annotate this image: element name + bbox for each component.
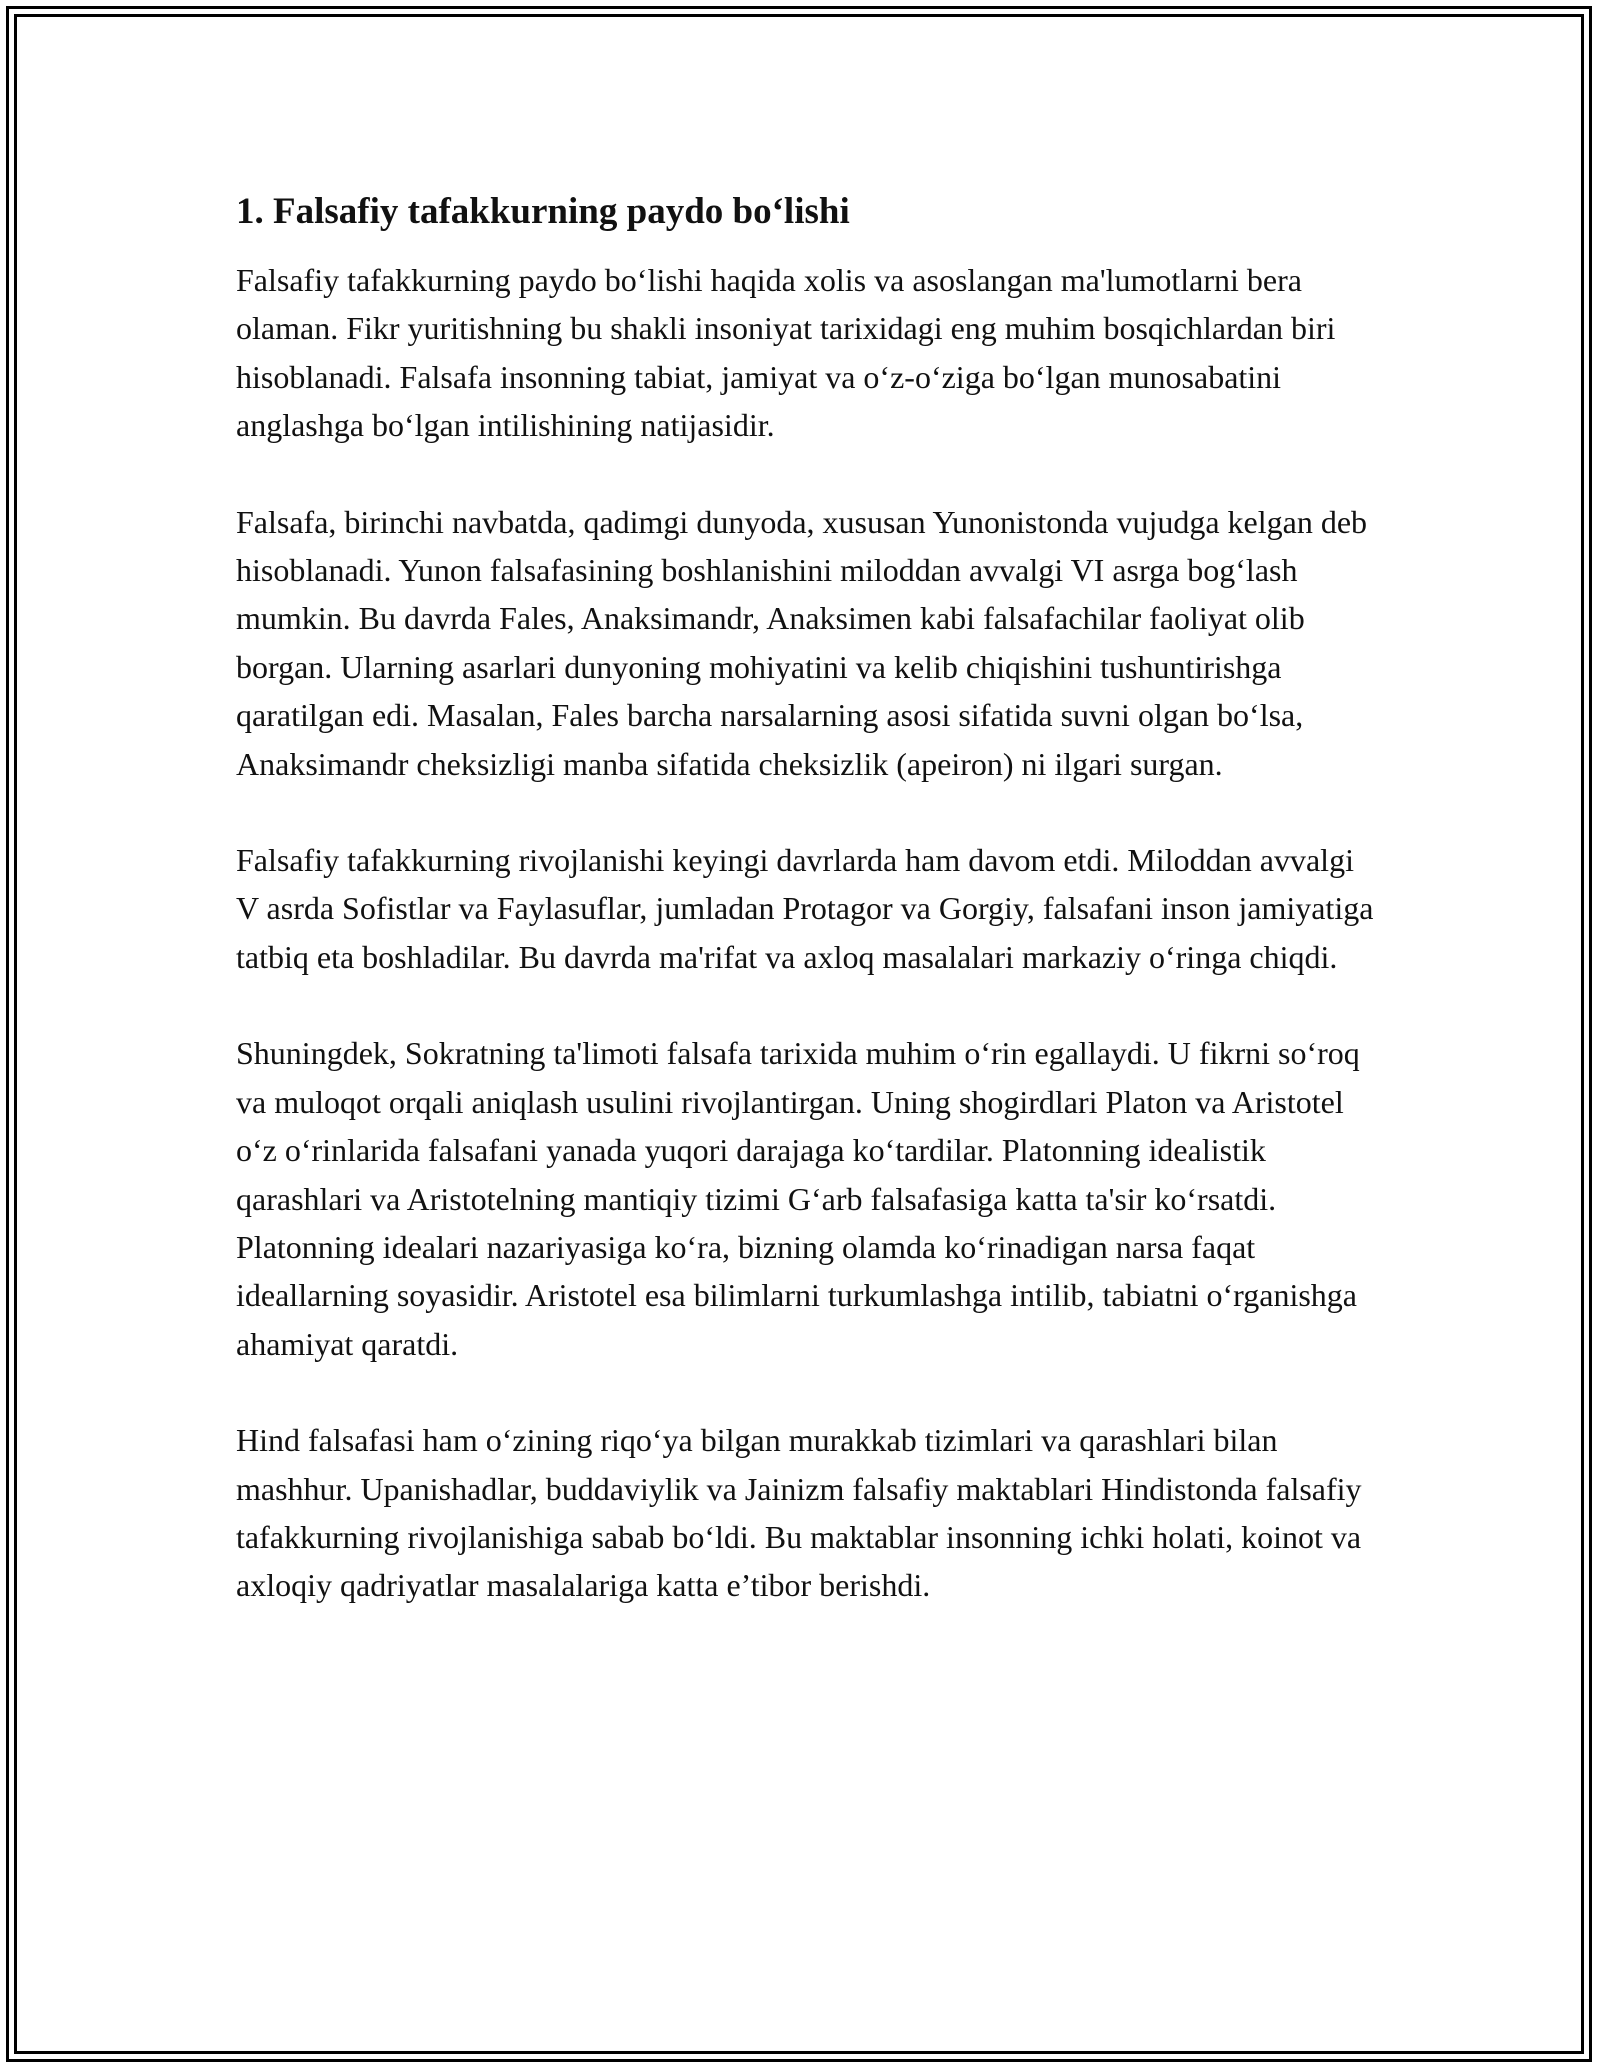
document-body [236, 186, 1376, 1658]
paragraph-indian-philosophy: Hind falsafasi ham o‘zining riqo‘ya bilgan murakkab tizimlari va qarashlari bilan mashhur. Upanishadlar, buddaviylik va Jainizm falsafiy maktablari Hindistonda falsafiy tafakkurning rivojlanishiga sabab bo‘ldi. Bu maktablar insonning ichki holati, koinot va axloqiy qadriyatlar masalalariga katta e’tibor berishdi. [236, 1422, 1362, 1604]
paragraph-sophists: Falsafiy tafakkurning rivojlanishi keyingi davrlarda ham davom etdi. Miloddan avvalgi V asrda Sofistlar va Faylasuflar, jumladan Protagor va Gorgiy, falsafani inson jamiyatiga tatbiq eta boshladilar. Bu davrda ma'rifat va axloq masalalari markaziy o‘ringa chiqdi. [236, 842, 1374, 975]
section-heading: 1. Falsafiy tafakkurning paydo bo‘lishi [236, 191, 850, 232]
paragraph-greek-origins: Falsafa, birinchi navbatda, qadimgi dunyoda, xususan Yunonistonda vujudga kelgan deb hisoblanadi. Yunon falsafasining boshlanishini miloddan avvalgi VI asrga bog‘lash mumkin. Bu davrda Fales, Anaksimandr, Anaksimen kabi falsafachilar faoliyat olib borgan. Ularning asarlari dunyoning mohiyatini va kelib chiqishini tushuntirishga qaratilgan edi. Masalan, Fales barcha narsalarning asosi sifatida suvni olgan bo‘lsa, Anaksimandr cheksizligi manba sifatida cheksizlik (apeiron) ni ilgari surgan. [236, 503, 1368, 782]
paragraph-socrates: Shuningdek, Sokratning ta'limoti falsafa tarixida muhim o‘rin egallaydi. U fikrni so‘roq va muloqot orqali aniqlash usulini rivojlantirgan. Uning shogirdlari Platon va Aristotel o‘z o‘rinlarida falsafani yanada yuqori darajaga ko‘tardilar. Platonning idealistik qarashlari va Aristotelning mantiqiy tizimi G‘arb falsafasiga katta ta'sir ko‘rsatdi. Platonning idealari nazariyasiga ko‘ra, bizning olamda ko‘rinadigan narsa faqat ideallarning soyasidir. Aristotel esa bilimlarni turkumlashga intilib, tabiatni o‘rganishga ahamiyat qaratdi. [236, 1035, 1360, 1362]
paragraph-intro: Falsafiy tafakkurning paydo bo‘lishi haqida xolis va asoslangan ma'lumotlarni bera olaman. Fikr yuritishning bu shakli insoniyat tarixidagi eng muhim bosqichlardan biri hisoblanadi. Falsafa insonning tabiat, jamiyat va o‘z-o‘ziga bo‘lgan munosabatini anglashga bo‘lgan intilishining natijasidir. [236, 262, 1336, 444]
